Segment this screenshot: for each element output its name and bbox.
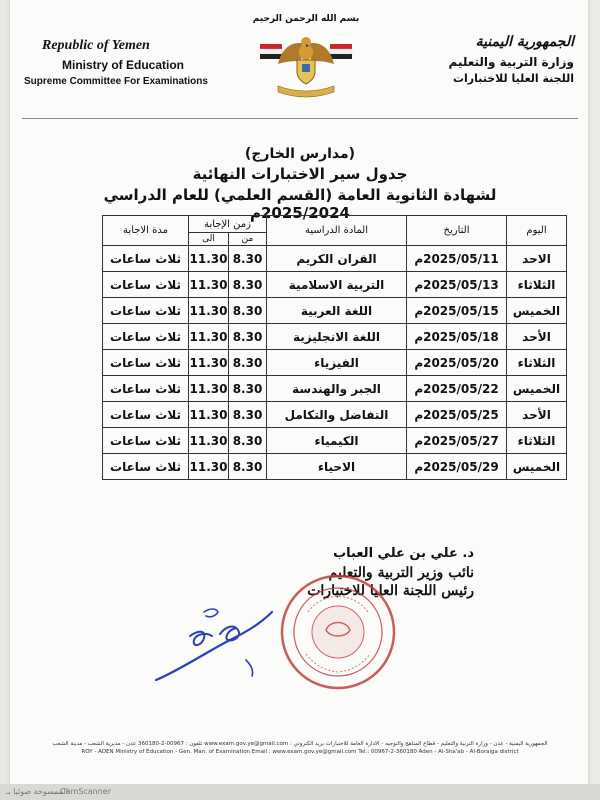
cell-to: 11.30 xyxy=(189,246,229,272)
header-en-ministry: Ministry of Education xyxy=(62,58,185,72)
scanner-brand: CamScanner xyxy=(60,787,112,796)
cell-day: الاحد xyxy=(507,246,567,272)
header-en-committee: Supreme Committee For Examinations xyxy=(24,76,208,87)
cell-from: 8.30 xyxy=(229,324,267,350)
cell-duration: ثلاث ساعات xyxy=(103,298,189,324)
cell-date: 2025/05/13م xyxy=(407,272,507,298)
cell-duration: ثلاث ساعات xyxy=(103,272,189,298)
cell-subject: القران الكريم xyxy=(267,246,407,272)
cell-subject: الجبر والهندسة xyxy=(267,376,407,402)
table-row xyxy=(103,246,567,272)
table-row xyxy=(103,454,567,480)
cell-day: الخميس xyxy=(507,454,567,480)
cell-subject: الفيزياء xyxy=(267,350,407,376)
header-from: من xyxy=(229,233,267,246)
cell-from: 8.30 xyxy=(229,246,267,272)
signatory-title-1: نائب وزير التربية والتعليم xyxy=(328,565,474,581)
cell-to: 11.30 xyxy=(189,402,229,428)
cell-day: الخميس xyxy=(507,298,567,324)
title-exam-schedule: جدول سير الاختبارات النهائية xyxy=(192,165,408,183)
table-row xyxy=(103,376,567,402)
cell-subject: اللغة الانجليزية xyxy=(267,324,407,350)
cell-to: 11.30 xyxy=(189,428,229,454)
title-certificate: لشهادة الثانوية العامة (القسم العلمي) للعام الدراسي 2025/2024م xyxy=(103,186,497,222)
cell-to: 11.30 xyxy=(189,272,229,298)
cell-from: 8.30 xyxy=(229,350,267,376)
header-day: اليوم xyxy=(507,216,567,246)
cell-day: الثلاثاء xyxy=(507,428,567,454)
cell-from: 8.30 xyxy=(229,272,267,298)
cell-subject: الاحياء xyxy=(267,454,407,480)
cell-duration: ثلاث ساعات xyxy=(103,324,189,350)
official-seal-stamp xyxy=(278,572,398,692)
cell-subject: التربية الاسلامية xyxy=(267,272,407,298)
cell-day: الثلاثاء xyxy=(507,350,567,376)
cell-duration: ثلاث ساعات xyxy=(103,246,189,272)
cell-to: 11.30 xyxy=(189,350,229,376)
header-answer-time: زمن الإجابة xyxy=(189,216,267,233)
footer-arabic: الجمهورية اليمنية - عدن - وزارة التربية والتعليم - قطاع المناهج والتوجيه - الادارة العامة للاختبارات بريد الكتروني : www.exam.gov.ye@gmail.com تلفون : 00967-2-360180 عدن - مديرية الشعب - مدينة الشعب xyxy=(52,741,548,747)
title-schools-abroad: (مدارس الخارج) xyxy=(244,146,356,162)
cell-from: 8.30 xyxy=(229,454,267,480)
emblem-caption: بسم الله الرحمن الرحيم xyxy=(252,14,360,24)
document-titles xyxy=(70,146,530,222)
cell-to: 11.30 xyxy=(189,324,229,350)
cell-from: 8.30 xyxy=(229,428,267,454)
header-to: الى xyxy=(189,233,229,246)
table-row xyxy=(103,272,567,298)
cell-duration: ثلاث ساعات xyxy=(103,402,189,428)
yemen-emblem xyxy=(242,14,370,112)
cell-to: 11.30 xyxy=(189,298,229,324)
cell-from: 8.30 xyxy=(229,298,267,324)
document-page xyxy=(10,0,588,800)
scanner-label: الممسوحة ضوئيا بـ xyxy=(6,787,69,796)
header-english xyxy=(24,38,234,87)
header-subject: المادة الدراسية xyxy=(267,216,407,246)
cell-date: 2025/05/27م xyxy=(407,428,507,454)
cell-date: 2025/05/25م xyxy=(407,402,507,428)
signatory-name: د. علي بن علي العباب xyxy=(333,546,474,561)
cell-from: 8.30 xyxy=(229,376,267,402)
header-ar-ministry: وزارة التربية والتعليم xyxy=(448,55,574,69)
exam-schedule-table xyxy=(102,215,567,480)
header-arabic xyxy=(374,34,574,85)
cell-duration: ثلاث ساعات xyxy=(103,454,189,480)
table-row xyxy=(103,324,567,350)
cell-date: 2025/05/29م xyxy=(407,454,507,480)
cell-date: 2025/05/22م xyxy=(407,376,507,402)
cell-date: 2025/05/15م xyxy=(407,298,507,324)
header-ar-committee: اللجنة العليا للاختبارات xyxy=(452,72,574,85)
footer-english: ROY - ADEN Ministry of Education - Gen. Man. of Examination Email : www.exam.gov.ye@gmail.com Tel.: 00967-2-360180 Aden - Al-Sha'ab - Al-Boraiga district xyxy=(81,749,519,755)
table-row xyxy=(103,298,567,324)
cell-date: 2025/05/18م xyxy=(407,324,507,350)
table-row xyxy=(103,428,567,454)
table-row xyxy=(103,350,567,376)
cell-day: الثلاثاء xyxy=(507,272,567,298)
cell-duration: ثلاث ساعات xyxy=(103,428,189,454)
cell-day: الأحد xyxy=(507,324,567,350)
cell-day: الخميس xyxy=(507,376,567,402)
cell-to: 11.30 xyxy=(189,376,229,402)
eagle-icon xyxy=(242,14,370,112)
cell-subject: التفاضل والتكامل xyxy=(267,402,407,428)
header-duration: مدة الاجابة xyxy=(103,216,189,246)
header-en-country: Republic of Yemen xyxy=(42,38,150,53)
table-header-row xyxy=(103,216,567,233)
header-divider xyxy=(22,118,578,119)
cell-to: 11.30 xyxy=(189,454,229,480)
table-body xyxy=(103,246,567,480)
cell-from: 8.30 xyxy=(229,402,267,428)
footer-contact xyxy=(20,740,580,756)
signatory-title-2: رئيس اللجنة العليا للاختبارات xyxy=(307,583,474,599)
table-row xyxy=(103,402,567,428)
cell-date: 2025/05/11م xyxy=(407,246,507,272)
cell-subject: الكيمياء xyxy=(267,428,407,454)
header-ar-country: الجمهورية اليمنية xyxy=(475,34,574,50)
cell-date: 2025/05/20م xyxy=(407,350,507,376)
cell-subject: اللغة العربية xyxy=(267,298,407,324)
handwritten-signature xyxy=(150,600,280,690)
header-date: التاريخ xyxy=(407,216,507,246)
cell-day: الأحد xyxy=(507,402,567,428)
scanner-watermark-bar xyxy=(0,784,600,800)
cell-duration: ثلاث ساعات xyxy=(103,350,189,376)
cell-duration: ثلاث ساعات xyxy=(103,376,189,402)
